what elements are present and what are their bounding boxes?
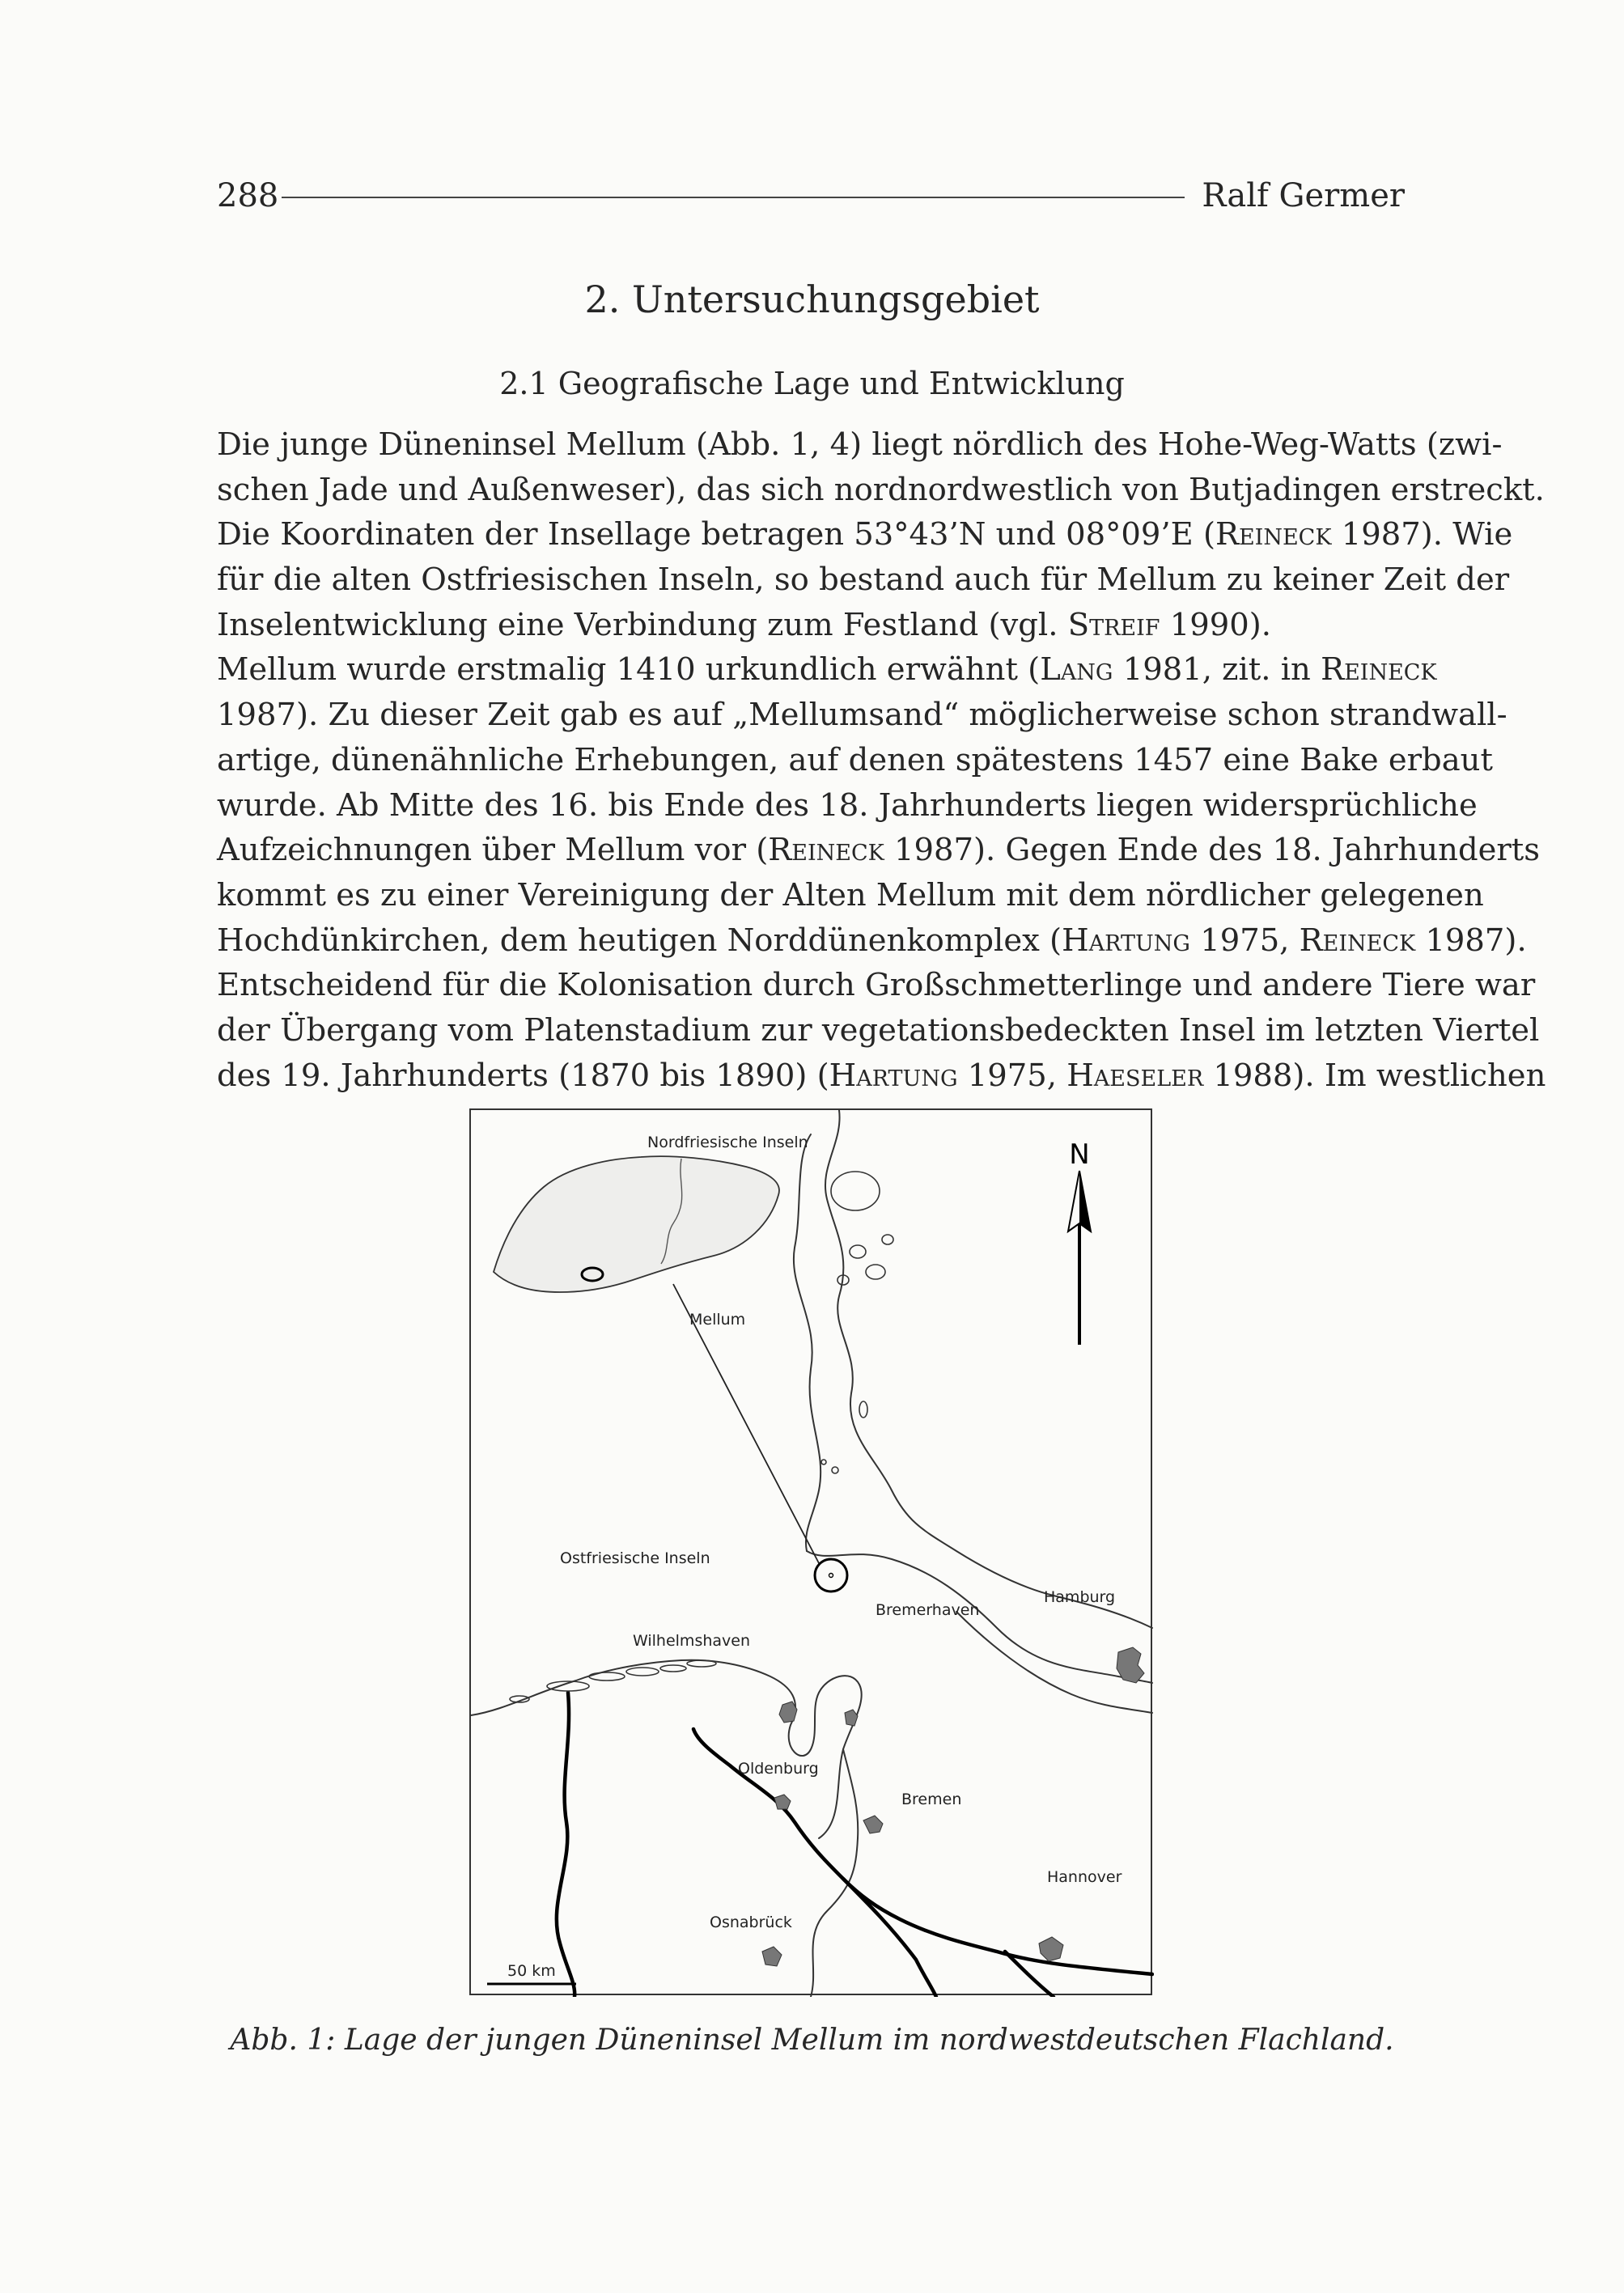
paragraph-line: des 19. Jahrhunderts (1870 bis 1890) (Hartung 1975, Haeseler 1988). Im westlichen (217, 1057, 1546, 1094)
author-citation: Streif (1067, 606, 1160, 643)
author-citation: Reineck (1299, 922, 1416, 959)
author-citation: Hartung (829, 1057, 958, 1094)
map-figure (469, 1108, 1152, 1995)
label-hamburg: Hamburg (1044, 1588, 1116, 1606)
label-nordfriesische-inseln: Nordfriesische Inseln (647, 1134, 808, 1151)
elbe-river (807, 1551, 1152, 1683)
author-citation: Hartung (1062, 922, 1190, 959)
paragraph-line: der Übergang vom Platenstadium zur vegetationsbedeckten Insel im letzten Viertel (217, 1011, 1540, 1049)
bremerhaven-city-marker (845, 1710, 858, 1726)
chapter-title: 2. Untersuchungsgebiet (584, 278, 1040, 321)
figure-caption: Abb. 1: Lage der jungen Düneninsel Mellum im nordwestdeutschen Flachland. (230, 2024, 1394, 2057)
paragraph-line: Die junge Düneninsel Mellum (Abb. 1, 4) liegt nördlich des Hohe-Weg-Watts (zwi- (217, 426, 1503, 463)
east-frisian-islands (510, 1660, 716, 1702)
mellum-inset-island (494, 1156, 779, 1292)
section-title: 2.1 Geografische Lage und Entwicklung (499, 366, 1125, 401)
running-header (217, 175, 1405, 217)
wilhelmshaven-city-marker (779, 1702, 797, 1723)
hannover-city-marker (1039, 1937, 1063, 1961)
running-head-author: Ralf Germer (1202, 177, 1405, 214)
label-wilhelmshaven: Wilhelmshaven (633, 1632, 751, 1650)
mellum-inset (494, 1156, 779, 1292)
map-svg (471, 1110, 1154, 1997)
paragraph-line: Inselentwicklung eine Verbindung zum Festland (vgl. Streif 1990). (217, 606, 1272, 643)
paragraph-line: Aufzeichnungen über Mellum vor (Reineck 1987). Gegen Ende des 18. Jahrhunderts (217, 832, 1541, 869)
north-frisian-coast (825, 1110, 1152, 1628)
osnabrueck-city-marker (762, 1947, 782, 1966)
author-citation: Reineck (1321, 651, 1437, 689)
weser-river (811, 1749, 858, 1997)
mellum-location-circle (815, 1559, 847, 1592)
paragraph-line: Mellum wurde erstmalig 1410 urkundlich erwähnt (Lang 1981, zit. in Reineck (217, 651, 1437, 689)
rivers-bold (557, 1693, 1152, 1997)
ems-river (557, 1693, 575, 1997)
paragraph-line: 1987). Zu dieser Zeit gab es auf „Mellumsand“ möglicherweise schon strandwall- (217, 697, 1507, 734)
north-frisian-coast-inner (794, 1134, 820, 1551)
east-frisian-coast (471, 1660, 862, 1838)
paragraph-line: Die Koordinaten der Insellage betragen 53°43’N und 08°09’E (Reineck 1987). Wie (217, 516, 1513, 553)
author-citation: Lang (1040, 651, 1113, 689)
page-number: 288 (217, 177, 279, 214)
bremen-city-marker (863, 1816, 883, 1833)
paragraph-line: Hochdünkirchen, dem heutigen Norddünenkomplex (Hartung 1975, Reineck 1987). (217, 922, 1527, 959)
paragraph-line: schen Jade und Außenweser), das sich nordnordwestlich von Butjadingen erstreckt. (217, 471, 1545, 508)
header-rule (282, 197, 1185, 198)
label-mellum: Mellum (689, 1311, 746, 1329)
paragraph-line: Entscheidend für die Kolonisation durch Großschmetterlinge und andere Tiere war (217, 967, 1536, 1004)
north-arrow-label: N (1069, 1138, 1090, 1171)
label-osnabrueck: Osnabrück (710, 1914, 792, 1931)
label-bremerhaven: Bremerhaven (876, 1601, 980, 1619)
author-citation: Reineck (768, 832, 884, 869)
oldenburg-city-marker (774, 1795, 791, 1809)
paragraph-line: für die alten Ostfriesischen Inseln, so bestand auch für Mellum zu keiner Zeit der (217, 562, 1510, 599)
scale-label: 50 km (507, 1962, 556, 1980)
paragraph-line: kommt es zu einer Vereinigung der Alten Mellum mit dem nördlicher gelegenen (217, 876, 1484, 913)
author-citation: Reineck (1215, 516, 1332, 553)
label-hannover: Hannover (1047, 1868, 1122, 1886)
north-arrow (1068, 1171, 1091, 1345)
label-ostfriesische-inseln: Ostfriesische Inseln (560, 1549, 710, 1567)
author-citation: Haeseler (1066, 1057, 1204, 1094)
paragraph-line: artige, dünenähnliche Erhebungen, auf denen spätestens 1457 eine Bake erbaut (217, 741, 1493, 778)
body-paragraph (217, 422, 1546, 1098)
paragraph-line: wurde. Ab Mitte des 16. bis Ende des 18. Jahrhunderts liegen widersprüchliche (217, 786, 1478, 824)
label-oldenburg: Oldenburg (738, 1760, 819, 1778)
label-bremen: Bremen (901, 1791, 962, 1808)
